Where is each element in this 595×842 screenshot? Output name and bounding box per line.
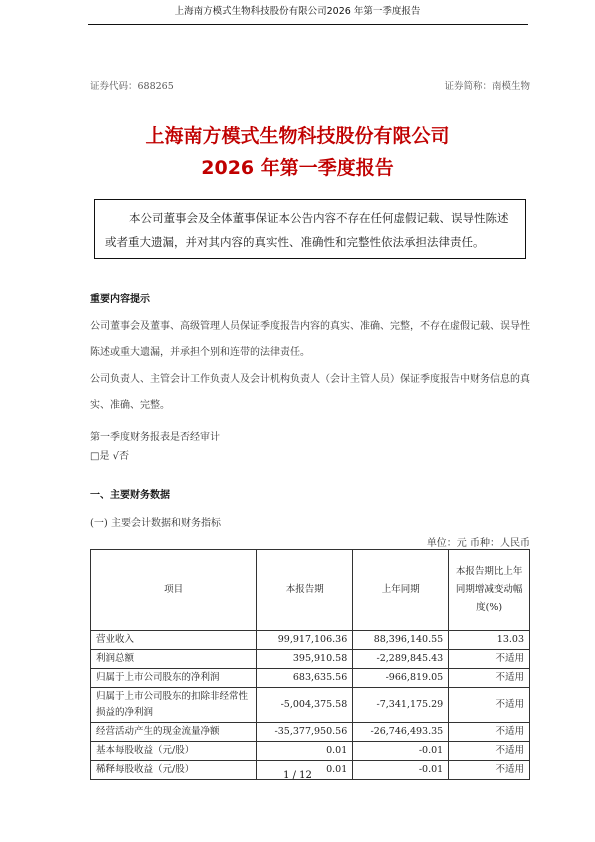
audit-answer: □是 √否 xyxy=(90,451,129,462)
table-row xyxy=(91,631,530,650)
row-change: 不适用 xyxy=(449,723,530,742)
paragraph-officers: 公司负责人、主管会计工作负责人及会计机构负责人（会计主管人员）保证季度报告中财务信息的真实、准确、完整。 xyxy=(90,374,530,411)
header-change: 本报告期比上年同期增减变动幅度(%) xyxy=(449,550,530,631)
disclaimer-box: 本公司董事会及全体董事保证本公告内容不存在任何虚假记载、误导性陈述或者重大遗漏，并对其内容的真实性、准确性和完整性依法承担法律责任。 xyxy=(94,199,526,259)
row-label: 利润总额 xyxy=(91,650,257,669)
row-current: 683,635.56 xyxy=(257,669,353,688)
audit-question: 第一季度财务报表是否经审计 xyxy=(90,432,220,443)
header-current: 本报告期 xyxy=(257,550,353,631)
row-current: 99,917,106.36 xyxy=(257,631,353,650)
table-row xyxy=(91,669,530,688)
title-company: 上海南方模式生物科技股份有限公司 xyxy=(145,125,450,147)
row-change: 不适用 xyxy=(449,688,530,723)
table-row xyxy=(91,723,530,742)
table-header-row xyxy=(91,550,530,631)
row-prior: 88,396,140.55 xyxy=(353,631,449,650)
row-label: 经营活动产生的现金流量净额 xyxy=(91,723,257,742)
row-prior: -2,289,845.43 xyxy=(353,650,449,669)
row-current: 395,910.58 xyxy=(257,650,353,669)
stock-abbr: 证券简称：南模生物 xyxy=(444,81,530,92)
subsection1-heading: (一) 主要会计数据和财务指标 xyxy=(90,518,221,529)
row-change: 13.03 xyxy=(449,631,530,650)
row-label: 营业收入 xyxy=(91,631,257,650)
financial-table xyxy=(90,549,530,780)
stock-code: 证券代码：688265 xyxy=(90,81,174,92)
row-prior: -966,819.05 xyxy=(353,669,449,688)
row-label: 归属于上市公司股东的扣除非经常性损益的净利润 xyxy=(91,688,257,723)
table-row xyxy=(91,688,530,723)
row-label: 基本每股收益（元/股） xyxy=(91,742,257,761)
row-label: 稀释每股收益（元/股） xyxy=(91,761,257,780)
row-prior: -26,746,493.35 xyxy=(353,723,449,742)
paragraph-directors: 公司董事会及董事、高级管理人员保证季度报告内容的真实、准确、完整，不存在虚假记载、误导性陈述或重大遗漏，并承担个别和连带的法律责任。 xyxy=(90,321,530,358)
row-change: 不适用 xyxy=(449,742,530,761)
key-notice-heading: 重要内容提示 xyxy=(90,294,150,305)
row-prior: -0.01 xyxy=(353,742,449,761)
page-number: 1 / 12 xyxy=(283,770,312,781)
row-change: 不适用 xyxy=(449,761,530,780)
row-current: 0.01 xyxy=(257,761,353,780)
row-current: 0.01 xyxy=(257,742,353,761)
unit-line: 单位：元 币种：人民币 xyxy=(426,538,530,549)
table-row xyxy=(91,650,530,669)
row-change: 不适用 xyxy=(449,669,530,688)
title-report: 2026 年第一季度报告 xyxy=(201,157,394,179)
section1-heading: 一、主要财务数据 xyxy=(90,490,170,501)
table-row xyxy=(91,742,530,761)
running-header: 上海南方模式生物科技股份有限公司2026 年第一季度报告 xyxy=(174,6,421,17)
header-prior: 上年同期 xyxy=(353,550,449,631)
row-prior: -7,341,175.29 xyxy=(353,688,449,723)
row-change: 不适用 xyxy=(449,650,530,669)
header-rule xyxy=(88,24,528,25)
row-current: -5,004,375.58 xyxy=(257,688,353,723)
row-label: 归属于上市公司股东的净利润 xyxy=(91,669,257,688)
row-prior: -0.01 xyxy=(353,761,449,780)
header-item: 项目 xyxy=(91,550,257,631)
row-current: -35,377,950.56 xyxy=(257,723,353,742)
